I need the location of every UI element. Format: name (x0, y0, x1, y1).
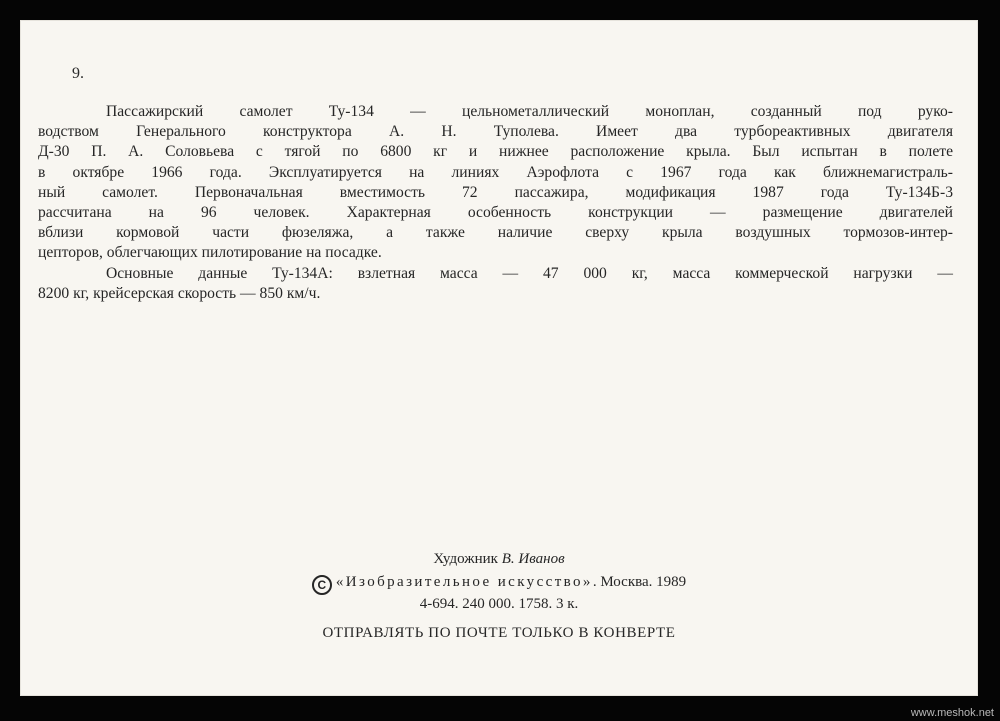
artist-credit (20, 551, 978, 568)
text-line: ный самолет. Первоначальная вместимость 72 пассажира, модификация 1987 года Ту-134Б-3 (38, 183, 953, 201)
copyright-icon: C (312, 575, 332, 595)
watermark: www.meshok.net (910, 707, 994, 719)
text-line: Пассажирский самолет Ту-134 — цельнометаллический моноплан, созданный под руко- (106, 103, 953, 120)
paragraph-2 (38, 264, 953, 304)
publisher-line (20, 573, 978, 595)
text-line: 8200 кг, крейсерская скорость — 850 км/ч. (38, 284, 321, 302)
text-line: Д-30 П. А. Соловьева с тягой по 6800 кг и нижнее расположение крыла. Был испытан в полете (38, 143, 953, 161)
page-number: 9. (72, 65, 84, 82)
mail-instruction: ОТПРАВЛЯТЬ ПО ПОЧТЕ ТОЛЬКО В КОНВЕРТЕ (322, 625, 676, 641)
description-text (38, 102, 953, 304)
publisher-name: «Изобразительное искусство» (335, 574, 593, 590)
text-line: цепторов, облегчающих пилотирование на посадке. (38, 244, 382, 262)
artist-name: В. Иванов (501, 551, 565, 567)
text-line: рассчитана на 96 человек. Характерная особенность конструкции — размещение двигателей (38, 204, 953, 222)
artist-label: Художник (433, 551, 498, 567)
publisher-city-year: . Москва. 1989 (592, 574, 687, 590)
postcard-back (20, 20, 978, 696)
text-line: водством Генерального конструктора А. Н. Туполева. Имеет два турбореактивных двигателя (38, 123, 953, 141)
text-line: Основные данные Ту-134А: взлетная масса — 47 000 кг, масса коммерческой нагрузки — (106, 264, 953, 282)
text-line: в октябре 1966 года. Эксплуатируется на линиях Аэрофлота с 1967 года как ближнемагистраль- (38, 163, 953, 181)
print-info: 4-694. 240 000. 1758. 3 к. (419, 596, 579, 612)
publisher-info (20, 573, 978, 614)
text-line: вблизи кормовой части фюзеляжа, а также наличие сверху крыла воздушных тормозов-интер- (38, 224, 953, 242)
paragraph-1 (38, 102, 953, 264)
